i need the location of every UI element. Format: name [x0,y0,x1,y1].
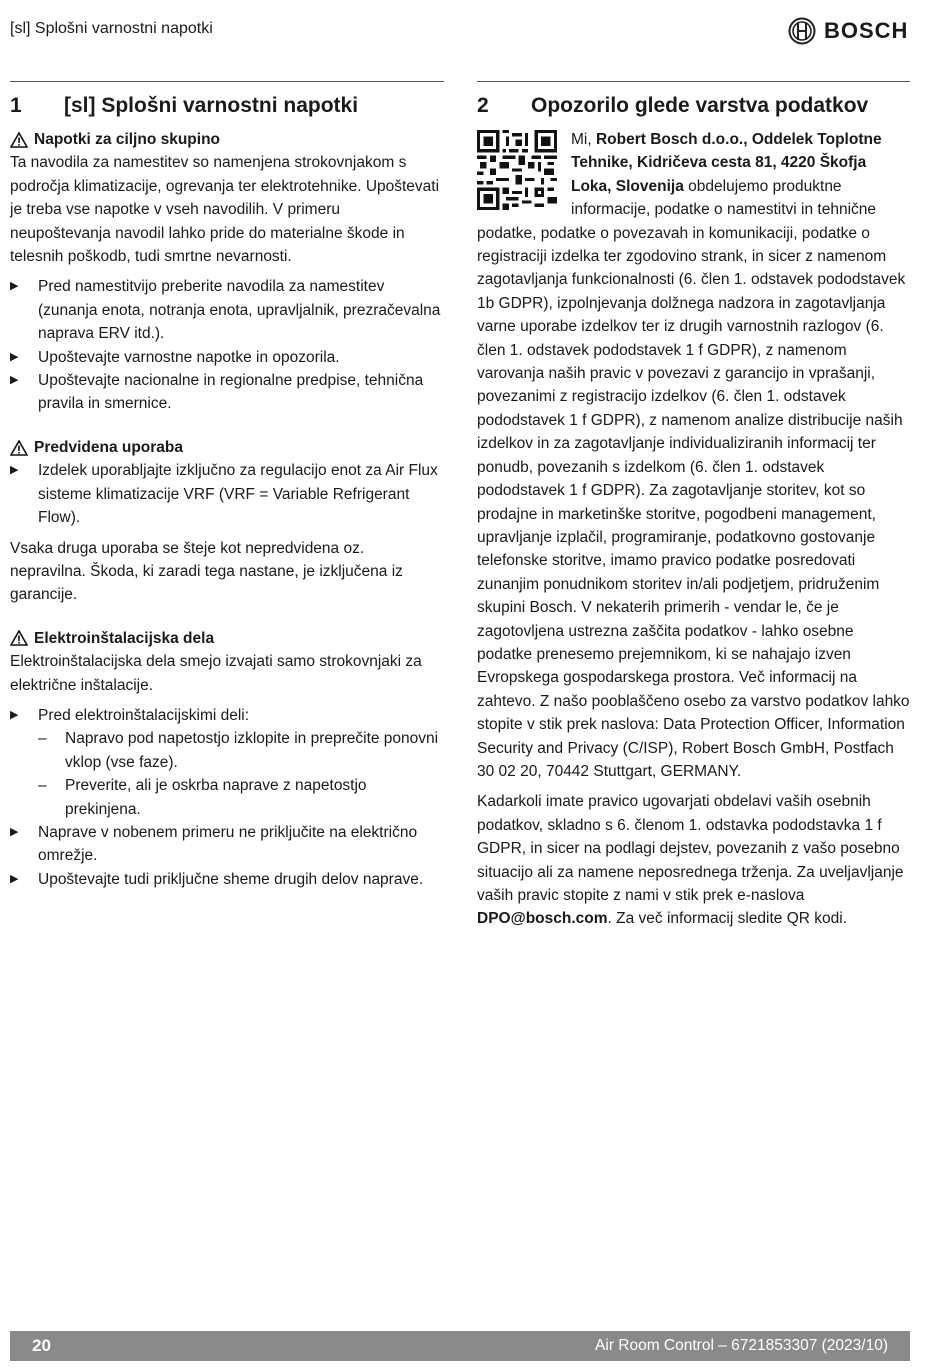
paragraph: Ta navodila za namestitev so namenjena strokovnjakom s področja klimatizacije, ogrevanja ter elektrotehnike. Upoštevati je treba vse napotke v vseh navodilih. V primeru neupoštevanja navodil lahko pride do materialne škode in telesnih poškodb, tudi smrtne nevarnosti. [10,154,440,266]
subheading-electrical [10,627,444,650]
sub-list-item [10,774,444,821]
section-2-heading [477,92,910,120]
section-title: [sl] Splošni varnostni napotki [64,94,359,117]
list-item-text: Upoštevajte tudi priključne sheme drugih delov naprave. [38,870,424,888]
data-protection-paragraph [477,128,910,783]
text-span: Kadarkoli imate pravico ugovarjati obdelavi vaših osebnih podatkov, skladno s 6. členom 1. odstavka pododstavka 1 f GDPR, in sicer na podlagi dejstev, povezanih z vašo posebno situacijo ali za namene neposrednega trženja. Za uveljavljanje vaših pravic stopite z nami v stik prek e-naslova [477,793,904,904]
dash-marker: – [38,777,47,795]
sub-list-item [10,727,444,774]
divider-left [10,81,444,82]
right-column [477,92,910,931]
divider-right [477,81,910,82]
section-number: 2 [477,94,489,117]
list-item-text: Naprave v nobenem primeru ne priključite na električno omrežje. [38,823,418,865]
bosch-wordmark: BOSCH [824,18,909,43]
list-item [10,346,444,369]
text-span: obdelujemo produktne informacije, podatke o namestitvi in tehnične podatke, podatke o povezavah in komunikaciji, podatke o registraciji izdelka ter zgodovino strank, in sicer z namenom zagotavljanja funkcionalnosti (6. člen 1. odstavek pododstavek 1b GDPR), izpolnjevanja dolžnega nadzora in zagotavljanja varne uporabe izdelkov ter iz drugih varnostnih razlogov (6. člen 1. odstavek pododstavek 1 f GDPR), z namenom varovanja naših pravic v povezavi z garancijo in vprašanji, povezanimi z registracijo izdelkov (6. člen 1. odstavek pododstavek 1 f GDPR), z namenom analize distribucije naših izdelkov in za zagotavljanje individualiziranih informacij ter ponudb, povezanih s izdelkom (6. člen 1. odstavek pododstavek 1 f GDPR). Za zagotavljanje storitev, kot so prodajne in marketinške storitve, pogodbeni management, upravljanje izplačil, programiranje, podatkovno gostovanje telefonske storitve, imamo pravico podatke posredovati zunanjim ponudnikom storitev in/ali podjetjem, pridruženim skupini Bosch. V nekaterih primerih - vendar le, če je zagotovljena ustrezna zaščita podatkov - lahko osebne podatke prenesemo prejemnikom, ki se nahajajo izven Evropskega gospodarskega prostora. Več informacij na zahtevo. Z našo pooblaščeno osebo za varstvo podatkov lahko stopite v stik prek naslova: Data Protection Officer, Information Security and Privacy (C/ISP), Robert Bosch GmbH, Postfach 30 02 20, 70442 Stuttgart, GERMANY. [477,177,910,780]
left-column [10,92,444,891]
footer-bar [10,1331,910,1361]
warning-icon [10,440,28,456]
subheading-target-group [10,128,444,151]
qr-code-icon[interactable] [477,130,557,210]
dash-marker: – [38,730,47,748]
list-item-text: Upoštevajte varnostne napotke in opozorila. [38,348,340,366]
list-item [10,369,444,416]
list-item-text: Pred namestitvijo preberite navodila za namestitev (zunanja enota, notranja enota, upravljalnik, prezračevalna naprava ERV itd.). [38,278,441,343]
bosch-armature-icon [788,17,816,45]
subheading-text: Napotki za ciljno skupino [34,131,221,148]
sub-list-item-text: Preverite, ali je oskrba naprave z napetostjo prekinjena. [65,777,367,818]
company-name: Robert Bosch d.o.o., Oddelek Toplotne Tehnike, Kidričeva cesta 81, 4220 Škofja Loka, Slovenija [571,131,882,195]
list-item [10,868,444,891]
list-item-text: Izdelek uporabljajte izključno za regulacijo enot za Air Flux sisteme klimatizacije VRF (VRF = Variable Refrigerant Flow). [38,462,438,527]
sub-list-item-text: Napravo pod napetostjo izklopite in preprečite ponovni vklop (vse faze). [65,730,439,771]
bullet-triangle-icon: ▶ [10,825,19,838]
section-title: Opozorilo glede varstva podatkov [531,94,869,117]
paragraph: Elektroinštalacijska dela smejo izvajati samo strokovnjaki za električne inštalacije. [10,653,422,694]
list-item-text: Upoštevajte nacionalne in regionalne predpise, tehnična pravila in smernice. [38,372,424,413]
subheading-text: Predvidena uporaba [34,438,184,456]
objection-paragraph [477,790,910,930]
section-1-heading [10,92,444,120]
bullet-triangle-icon: ▶ [10,872,19,885]
page-number: 20 [32,1336,51,1355]
bullet-triangle-icon: ▶ [10,350,19,363]
document-id: Air Room Control – 6721853307 (2023/10) [595,1337,888,1354]
bullet-triangle-icon: ▶ [10,374,19,387]
section-number: 1 [10,94,22,117]
text-span: . Za več informacij sledite QR kodi. [607,910,848,928]
bosch-logo [788,17,908,45]
bullet-triangle-icon: ▶ [10,708,19,721]
warning-icon [10,132,28,148]
warning-icon [10,630,28,646]
text-span: Mi, [571,131,596,148]
running-header: [sl] Splošni varnostni napotki [10,20,213,37]
list-item-text: Pred elektroinštalacijskimi deli: [38,706,250,724]
bullet-triangle-icon: ▶ [10,280,19,293]
list-item [10,821,444,868]
list-item [10,275,444,345]
email-link[interactable]: DPO@bosch.com [477,910,608,928]
list-item [10,459,444,529]
list-item [10,704,444,727]
subheading-intended-use [10,436,444,459]
bullet-triangle-icon: ▶ [10,464,19,477]
subheading-text: Elektroinštalacijska dela [34,629,215,647]
paragraph: Vsaka druga uporaba se šteje kot nepredvidena oz. nepravilna. Škoda, ki zaradi tega nastane, je izključena iz garancije. [10,539,403,604]
